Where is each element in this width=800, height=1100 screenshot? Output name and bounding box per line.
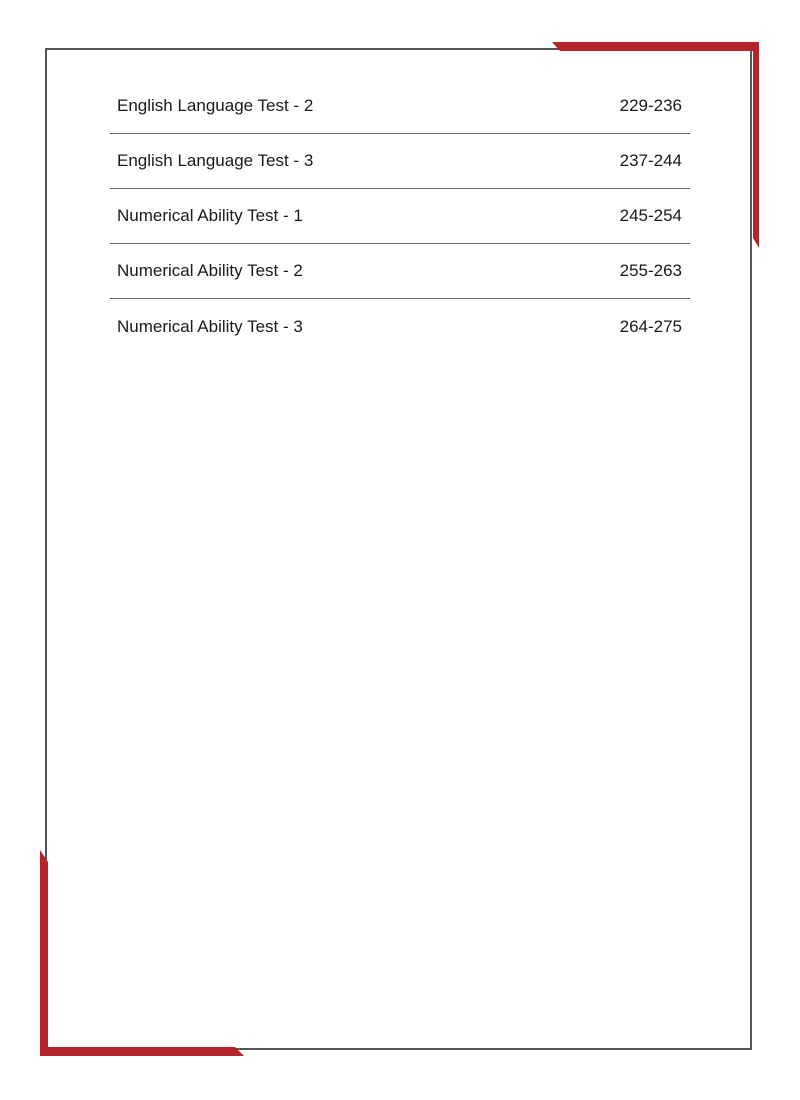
toc-entry-title: Numerical Ability Test - 1 [117, 206, 303, 225]
toc-entry-pages: 264-275 [619, 316, 682, 336]
table-of-contents [110, 79, 690, 354]
toc-entry-title: English Language Test - 2 [117, 96, 314, 115]
toc-entry-pages: 245-254 [619, 206, 682, 225]
toc-entry-title: Numerical Ability Test - 2 [117, 261, 303, 280]
toc-entry-title: Numerical Ability Test - 3 [117, 316, 303, 336]
bottom-left-corner-accent [38, 850, 248, 1060]
bottom-left-corner-shape [40, 850, 244, 1056]
toc-entry-title: English Language Test - 3 [117, 151, 314, 170]
toc-entry-pages: 229-236 [619, 96, 682, 115]
toc-entry-pages: 255-263 [619, 261, 682, 280]
toc-entry [110, 244, 690, 299]
toc-entry-pages: 237-244 [619, 151, 682, 170]
toc-entry [110, 299, 690, 354]
toc-entry [110, 189, 690, 244]
toc-entry [110, 134, 690, 189]
toc-entry [110, 79, 690, 134]
